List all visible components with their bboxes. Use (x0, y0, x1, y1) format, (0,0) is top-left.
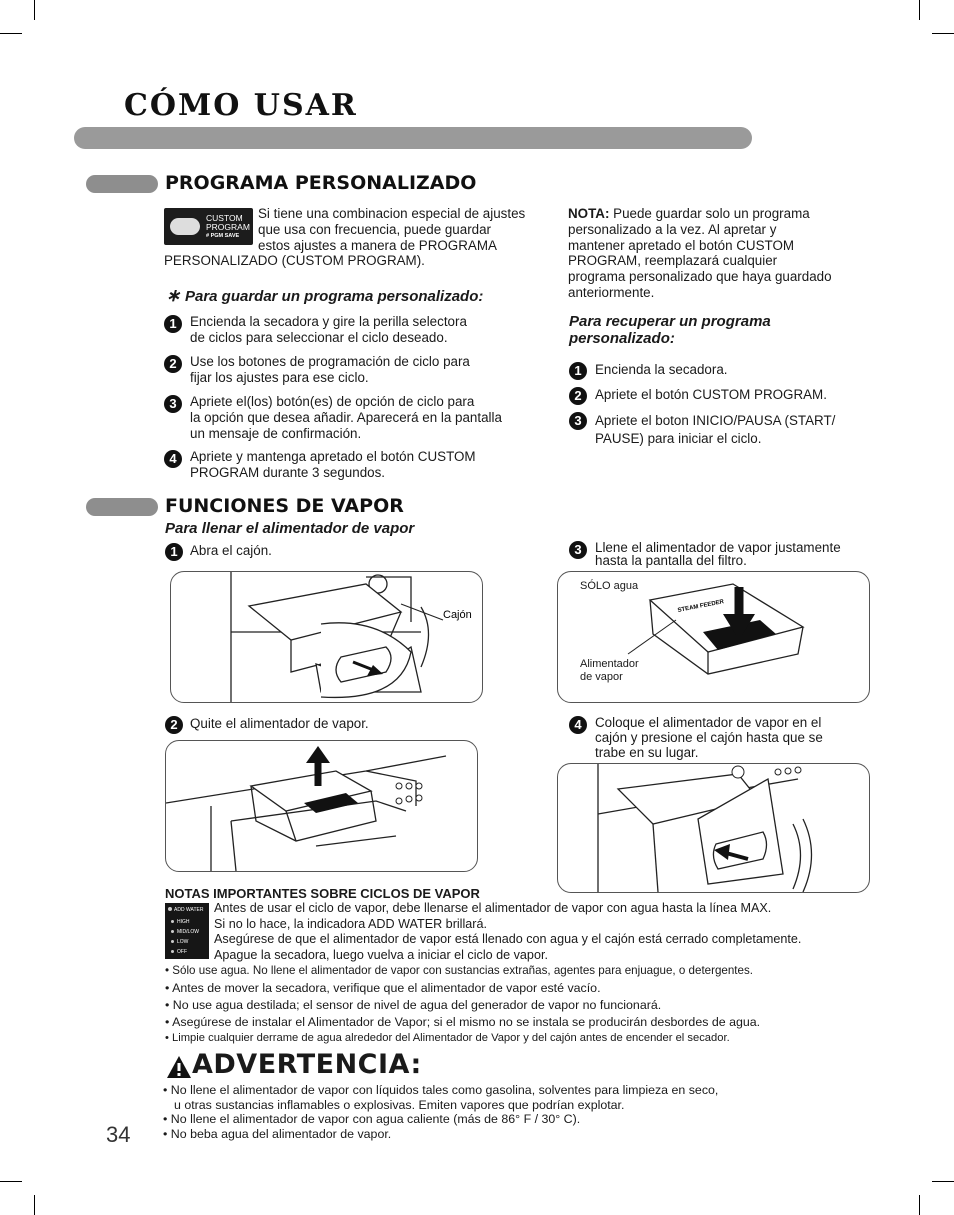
intro-line: estos ajustes a manera de PROGRAMA (258, 237, 497, 253)
indicator-label: MID/LOW (177, 929, 199, 935)
notes-bullet-list (165, 964, 760, 1049)
asterisk: ∗ (166, 286, 185, 305)
save-heading-text: Para guardar un programa personalizado (184, 288, 479, 305)
step-line: un mensaje de confirmación. (190, 425, 362, 441)
steam-subheading: Para llenar el alimentador de vapor (165, 520, 415, 537)
warning-bullet: • No llene el alimentador de vapor con agua caliente (más de 86° F / 30° C). (163, 1112, 581, 1126)
illustration-fill-feeder (557, 571, 870, 703)
note-line: programa personalizado que haya guardado (568, 269, 832, 285)
notes-bullet-text: Sólo use agua. No llene el alimentador de vapor con sustancias extrañas, agentes para enjuague, o detergentes. (172, 964, 753, 977)
notes-intro-line: Apague la secadora, luego vuelva a iniciar el ciclo de vapor. (214, 947, 548, 962)
water-only-callout: SÓLO agua (580, 580, 639, 592)
warning-bullet-continuation: u otras sustancias inflamables o explosivas. Emiten vapores que podrían explotar. (174, 1097, 625, 1112)
indicator-mid-low (171, 929, 199, 935)
step-line: la opción que desea añadir. Aparecerá en la pantalla (190, 409, 502, 425)
recall-step-2: Apriete el botón CUSTOM PROGRAM. (595, 387, 827, 402)
note-line: mantener apretado el botón CUSTOM (568, 237, 795, 253)
notes-bullet: • Asegúrese de instalar el Alimentador de Vapor; si el mismo no se instala se producirán desbordes de agua. (165, 1015, 761, 1029)
step-line: Use los botones de programación de ciclo para (190, 354, 470, 369)
step-number: 1 (569, 362, 587, 380)
remove-feeder-drawing (166, 741, 477, 871)
button-label-line: CUSTOM (206, 213, 243, 223)
indicator-add-water (168, 907, 203, 913)
indicator-high (171, 919, 190, 925)
warning-bullet-list (163, 1083, 718, 1141)
indicator-label: LOW (177, 939, 189, 945)
indicator-low (171, 939, 188, 945)
intro-line: Si tiene una combinacion especial de ajustes (258, 206, 526, 221)
section-marker (86, 175, 158, 193)
warning-bullet-text: No llene el alimentador de vapor con líquidos tales como gasolina, solventes para limpieza en seco, (170, 1083, 719, 1097)
notes-intro-line: Si no lo hace, la indicadora ADD WATER brillará. (214, 916, 487, 931)
save-step-1 (190, 314, 467, 346)
steam-step-2: Quite el alimentador de vapor. (190, 716, 369, 731)
step-number: 4 (164, 450, 182, 468)
step-number: 4 (569, 716, 587, 734)
step-line: Llene el alimentador de vapor justamente (595, 540, 841, 555)
title-bar (74, 127, 752, 149)
intro-line: que usa con frecuencia, puede guardar (258, 221, 492, 237)
recall-heading-line (569, 330, 771, 347)
step-line: Apriete el(los) botón(es) de opción de ciclo para (190, 394, 475, 409)
warning-bullet: • No llene el alimentador de vapor con líquidos tales como gasolina, solventes para limpieza en seco, (163, 1083, 719, 1097)
indicator-off (171, 949, 187, 955)
indicator-label: HIGH (177, 919, 190, 925)
indicator-dot-icon (171, 950, 174, 953)
section-marker (86, 498, 158, 516)
crop-mark (919, 1195, 920, 1215)
indicator-label: OFF (177, 949, 187, 955)
step-line: fijar los ajustes para ese ciclo. (190, 369, 369, 385)
recall-step-3 (595, 412, 835, 448)
warning-bullet: • No beba agua del alimentador de vapor. (163, 1126, 392, 1141)
indicator-label: ADD WATER (174, 907, 204, 913)
custom-program-button-icon (164, 208, 253, 245)
notes-bullet-text: Antes de mover la secadora, verifique que el alimentador de vapor esté vacío. (172, 981, 601, 995)
warning-bullet-text: No beba agua del alimentador de vapor. (170, 1126, 392, 1141)
button-shape (170, 218, 200, 235)
step-line: Apriete el boton INICIO/PAUSA (START/ (595, 413, 836, 428)
step-line: hasta la pantalla del filtro. (595, 553, 747, 568)
custom-program-intro-last: PERSONALIZADO (CUSTOM PROGRAM). (164, 253, 425, 268)
note-block (568, 206, 868, 301)
crop-mark (919, 0, 920, 20)
step-number: 1 (165, 543, 183, 561)
step-number: 3 (569, 412, 587, 430)
crop-mark (34, 0, 35, 20)
crop-mark (34, 1195, 35, 1215)
note-label: NOTA: (568, 206, 610, 221)
notes-intro (214, 901, 801, 963)
step-line: Coloque el alimentador de vapor en el (595, 715, 822, 730)
warning-triangle-icon (166, 1055, 192, 1079)
button-label-line: # PGM SAVE (206, 233, 240, 239)
indicator-dot-icon (171, 940, 174, 943)
illustration-insert-feeder (557, 763, 870, 893)
notes-intro-line: Asegúrese de que el alimentador de vapor está llenado con agua y el cajón está cerrado completamente. (214, 932, 802, 947)
heading-colon: : (478, 288, 484, 305)
steam-step-4 (595, 715, 823, 760)
notes-heading: NOTAS IMPORTANTES SOBRE CICLOS DE VAPOR (165, 886, 480, 901)
notes-bullet-text: Asegúrese de instalar el Alimentador de Vapor; si el mismo no se instala se producirán desbordes de agua. (172, 1015, 761, 1029)
step-line: Apriete y mantenga apretado el botón CUSTOM (190, 449, 476, 464)
section-heading-steam: FUNCIONES DE VAPOR (165, 495, 404, 517)
page-number: 34 (106, 1122, 131, 1147)
notes-bullet: • Antes de mover la secadora, verifique que el alimentador de vapor esté vacío. (165, 981, 601, 995)
insert-feeder-drawing (558, 764, 869, 892)
crop-mark (0, 1181, 22, 1182)
notes-bullet: • Sólo use agua. No llene el alimentador de vapor con sustancias extrañas, agentes para enjuague, o detergentes. (165, 964, 753, 977)
button-label-line: PROGRAM (206, 222, 250, 232)
step-line: Encienda la secadora y gire la perilla selectora (190, 314, 467, 329)
heading-colon: : (669, 330, 675, 347)
recall-heading-text: personalizado (569, 330, 670, 347)
step-number: 2 (165, 716, 183, 734)
note-text: Puede guardar solo un programa (613, 206, 810, 221)
step-line: de ciclos para seleccionar el ciclo deseado. (190, 329, 448, 345)
steam-step-1: Abra el cajón. (190, 543, 272, 558)
note-line: anteriormente. (568, 284, 655, 300)
indicator-panel (165, 903, 209, 959)
drawer-callout: Cajón (443, 609, 472, 621)
step-number: 2 (164, 355, 182, 373)
button-label (206, 214, 250, 241)
warning-bullet-text: No llene el alimentador de vapor con agua caliente (más de 86° F / 30° C). (170, 1112, 581, 1126)
recall-heading (569, 313, 771, 347)
indicator-dot-icon (168, 907, 172, 911)
notes-bullet: • No use agua destilada; el sensor de nivel de agua del generador de vapor no funcionará. (165, 998, 662, 1012)
recall-heading-line: Para recuperar un programa (569, 313, 771, 330)
notes-bullet-text: Limpie cualquier derrame de agua alrededor del Alimentador de Vapor y del cajón antes de encender el secador. (172, 1032, 730, 1044)
illustration-open-drawer (170, 571, 483, 703)
drawer-open-drawing (171, 572, 482, 702)
note-line: personalizado a la vez. Al apretar y (568, 221, 777, 237)
step-number: 1 (164, 315, 182, 333)
steam-step-3 (595, 541, 841, 567)
notes-bullet: • Limpie cualquier derrame de agua alrededor del Alimentador de Vapor y del cajón antes de encender el secador. (165, 1032, 730, 1044)
step-line: PROGRAM durante 3 segundos. (190, 464, 386, 480)
step-number: 2 (569, 387, 587, 405)
step-line: trabe en su lugar. (595, 745, 699, 760)
warning-title: ADVERTENCIA: (192, 1049, 422, 1080)
notes-intro-line: Antes de usar el ciclo de vapor, debe llenarse el alimentador de vapor con agua hasta la línea MAX. (214, 901, 772, 915)
save-step-4 (190, 449, 476, 481)
save-step-3 (190, 394, 502, 441)
page-title: CÓMO USAR (124, 88, 358, 123)
note-line (568, 206, 868, 222)
step-line: PAUSE) para iniciar el ciclo. (595, 431, 762, 446)
step-number: 3 (569, 541, 587, 559)
custom-program-intro (258, 206, 558, 253)
illustration-remove-feeder (165, 740, 478, 872)
recall-step-1: Encienda la secadora. (595, 362, 728, 377)
note-line: PROGRAM, reemplazará cualquier (568, 253, 778, 269)
feeder-callout (580, 658, 639, 684)
step-number: 3 (164, 395, 182, 413)
indicator-dot-icon (171, 930, 174, 933)
crop-mark (932, 1181, 954, 1182)
notes-bullet-text: No use agua destilada; el sensor de nivel de agua del generador de vapor no funcionará. (172, 998, 662, 1012)
step-line: cajón y presione el cajón hasta que se (595, 730, 823, 745)
crop-mark (932, 33, 954, 34)
feeder-callout-line: de vapor (580, 671, 623, 683)
save-heading (166, 287, 483, 305)
feeder-brand-label: STEAM FEEDER (677, 599, 725, 614)
indicator-dot-icon (171, 920, 174, 923)
save-step-2 (190, 354, 470, 386)
crop-mark (0, 33, 22, 34)
section-heading-custom-program: PROGRAMA PERSONALIZADO (165, 172, 477, 194)
feeder-callout-line: Alimentador (580, 658, 639, 670)
